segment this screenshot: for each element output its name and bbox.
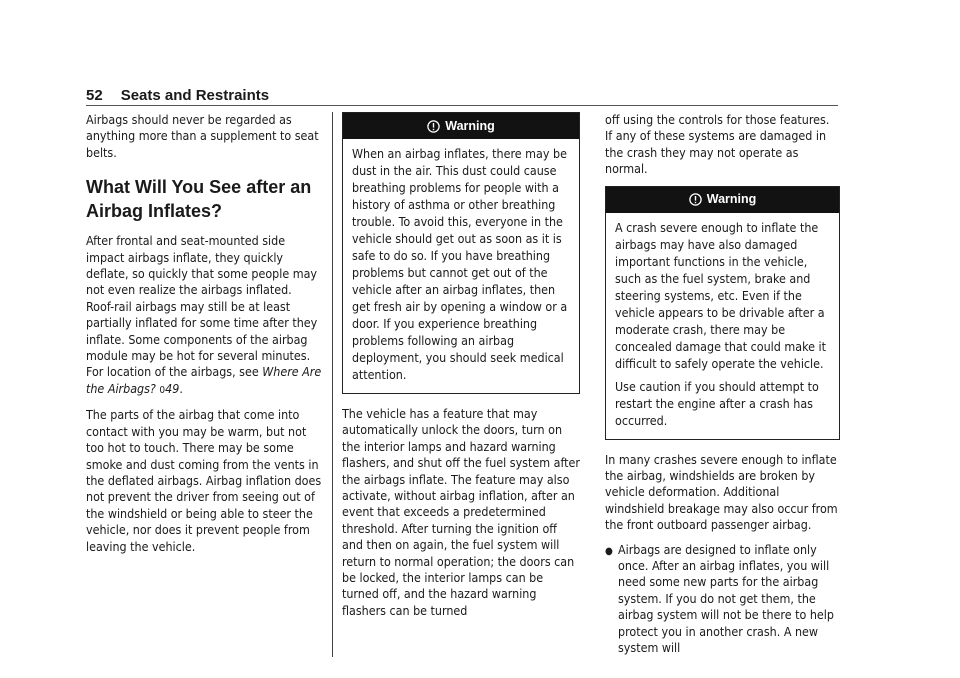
- warning-icon: [427, 120, 440, 133]
- warning-box-dust: [342, 112, 580, 394]
- section-heading: What Will You See after an Airbag Inflates?: [86, 177, 312, 222]
- inflation-paragraph-text: After frontal and seat-mounted side impact airbags inflate, they quickly deflate, so quickly that some people may not even realize the airbags inflated. Roof-rail airbags may still be at least partially inflated for some time after they inflate. Some components of the airbag module may be hot for several minutes. For location of the airbags, see: [86, 233, 318, 380]
- warning-title: Warning: [445, 118, 495, 133]
- column-left: [86, 112, 322, 563]
- list-item: [605, 542, 840, 657]
- warning-box-crash: [605, 186, 840, 440]
- airbag-parts-paragraph: The parts of the airbag that come into contact with you may be warm, but not too hot to touch. There may be some smoke and dust coming from the vents in the deflated airbags. Airbag inflation does not prevent the driver from seeing out of the windshield or being able to steer the vehicle, nor does it prevent people from leaving the vehicle.: [86, 407, 322, 554]
- warning-header: [606, 187, 839, 213]
- intro-paragraph: Airbags should never be regarded as anything more than a supplement to seat belts.: [86, 112, 319, 160]
- warning-icon: [689, 193, 702, 206]
- header-rule: [86, 105, 838, 106]
- controls-paragraph: off using the controls for those features. If any of these systems are damaged in the crash they may not operate as normal.: [605, 112, 830, 177]
- column-right: [605, 112, 840, 657]
- windshield-paragraph: In many crashes severe enough to inflate the airbag, windshields are broken by vehicle deformation. Additional windshield breakage may also occur from the front outboard passenger airbag.: [605, 451, 838, 533]
- column-divider: [332, 112, 333, 657]
- warning-text: A crash severe enough to inflate the airbags may have also damaged important functions in the vehicle, such as the fuel system, brake and steering systems, etc. Even if the vehicle appears to be drivable after a moderate crash, there may be concealed damage that could make it difficult to safely operate the vehicle.: [615, 219, 826, 371]
- page-header: [86, 84, 840, 106]
- cross-reference-page[interactable]: 49: [165, 380, 180, 396]
- warning-header: [343, 113, 579, 139]
- bullet-text: Airbags are designed to inflate only once. After an airbag inflates, you will need some new parts for the airbag system. If you do not get them, the airbag system will not be there to help protect you in another crash. A new system will: [618, 541, 834, 656]
- cross-reference-link[interactable]: Where Are the Airbags?: [86, 364, 322, 396]
- paragraph-end: .: [179, 380, 183, 396]
- warning-text: Use caution if you should attempt to restart the engine after a crash has occurred.: [615, 378, 819, 428]
- warning-body: [343, 139, 579, 393]
- inflation-paragraph: [86, 233, 322, 399]
- page-reference-icon: 0: [159, 384, 166, 396]
- warning-body: [606, 213, 839, 439]
- warning-title: Warning: [706, 192, 757, 207]
- warning-text: When an airbag inflates, there may be dust in the air. This dust could cause breathing problems for people with a history of asthma or other breathing trouble. To avoid this, everyone in the vehicle should get out as soon as it is safe to do so. If you have breathing problems but cannot get out of the vehicle after an airbag inflates, then get fresh air by opening a window or a door. If you experience breathing problems following an airbag deployment, you should seek medical attention.: [352, 146, 568, 382]
- column-middle: [342, 112, 580, 627]
- feature-paragraph: The vehicle has a feature that may automatically unlock the doors, turn on the interior lamps and hazard warning flashers, and shut off the fuel system after the airbags inflate. The feature may also activate, without airbag inflation, after an event that exceeds a predetermined threshold. After turning the ignition off and then on again, the fuel system will return to normal operation; the doors can be locked, the interior lamps can be turned off, and the hazard warning flashers can be turned: [342, 406, 580, 618]
- page-number: 52: [86, 86, 103, 104]
- bullet-icon: ●: [605, 545, 613, 557]
- section-title: Seats and Restraints: [120, 86, 270, 104]
